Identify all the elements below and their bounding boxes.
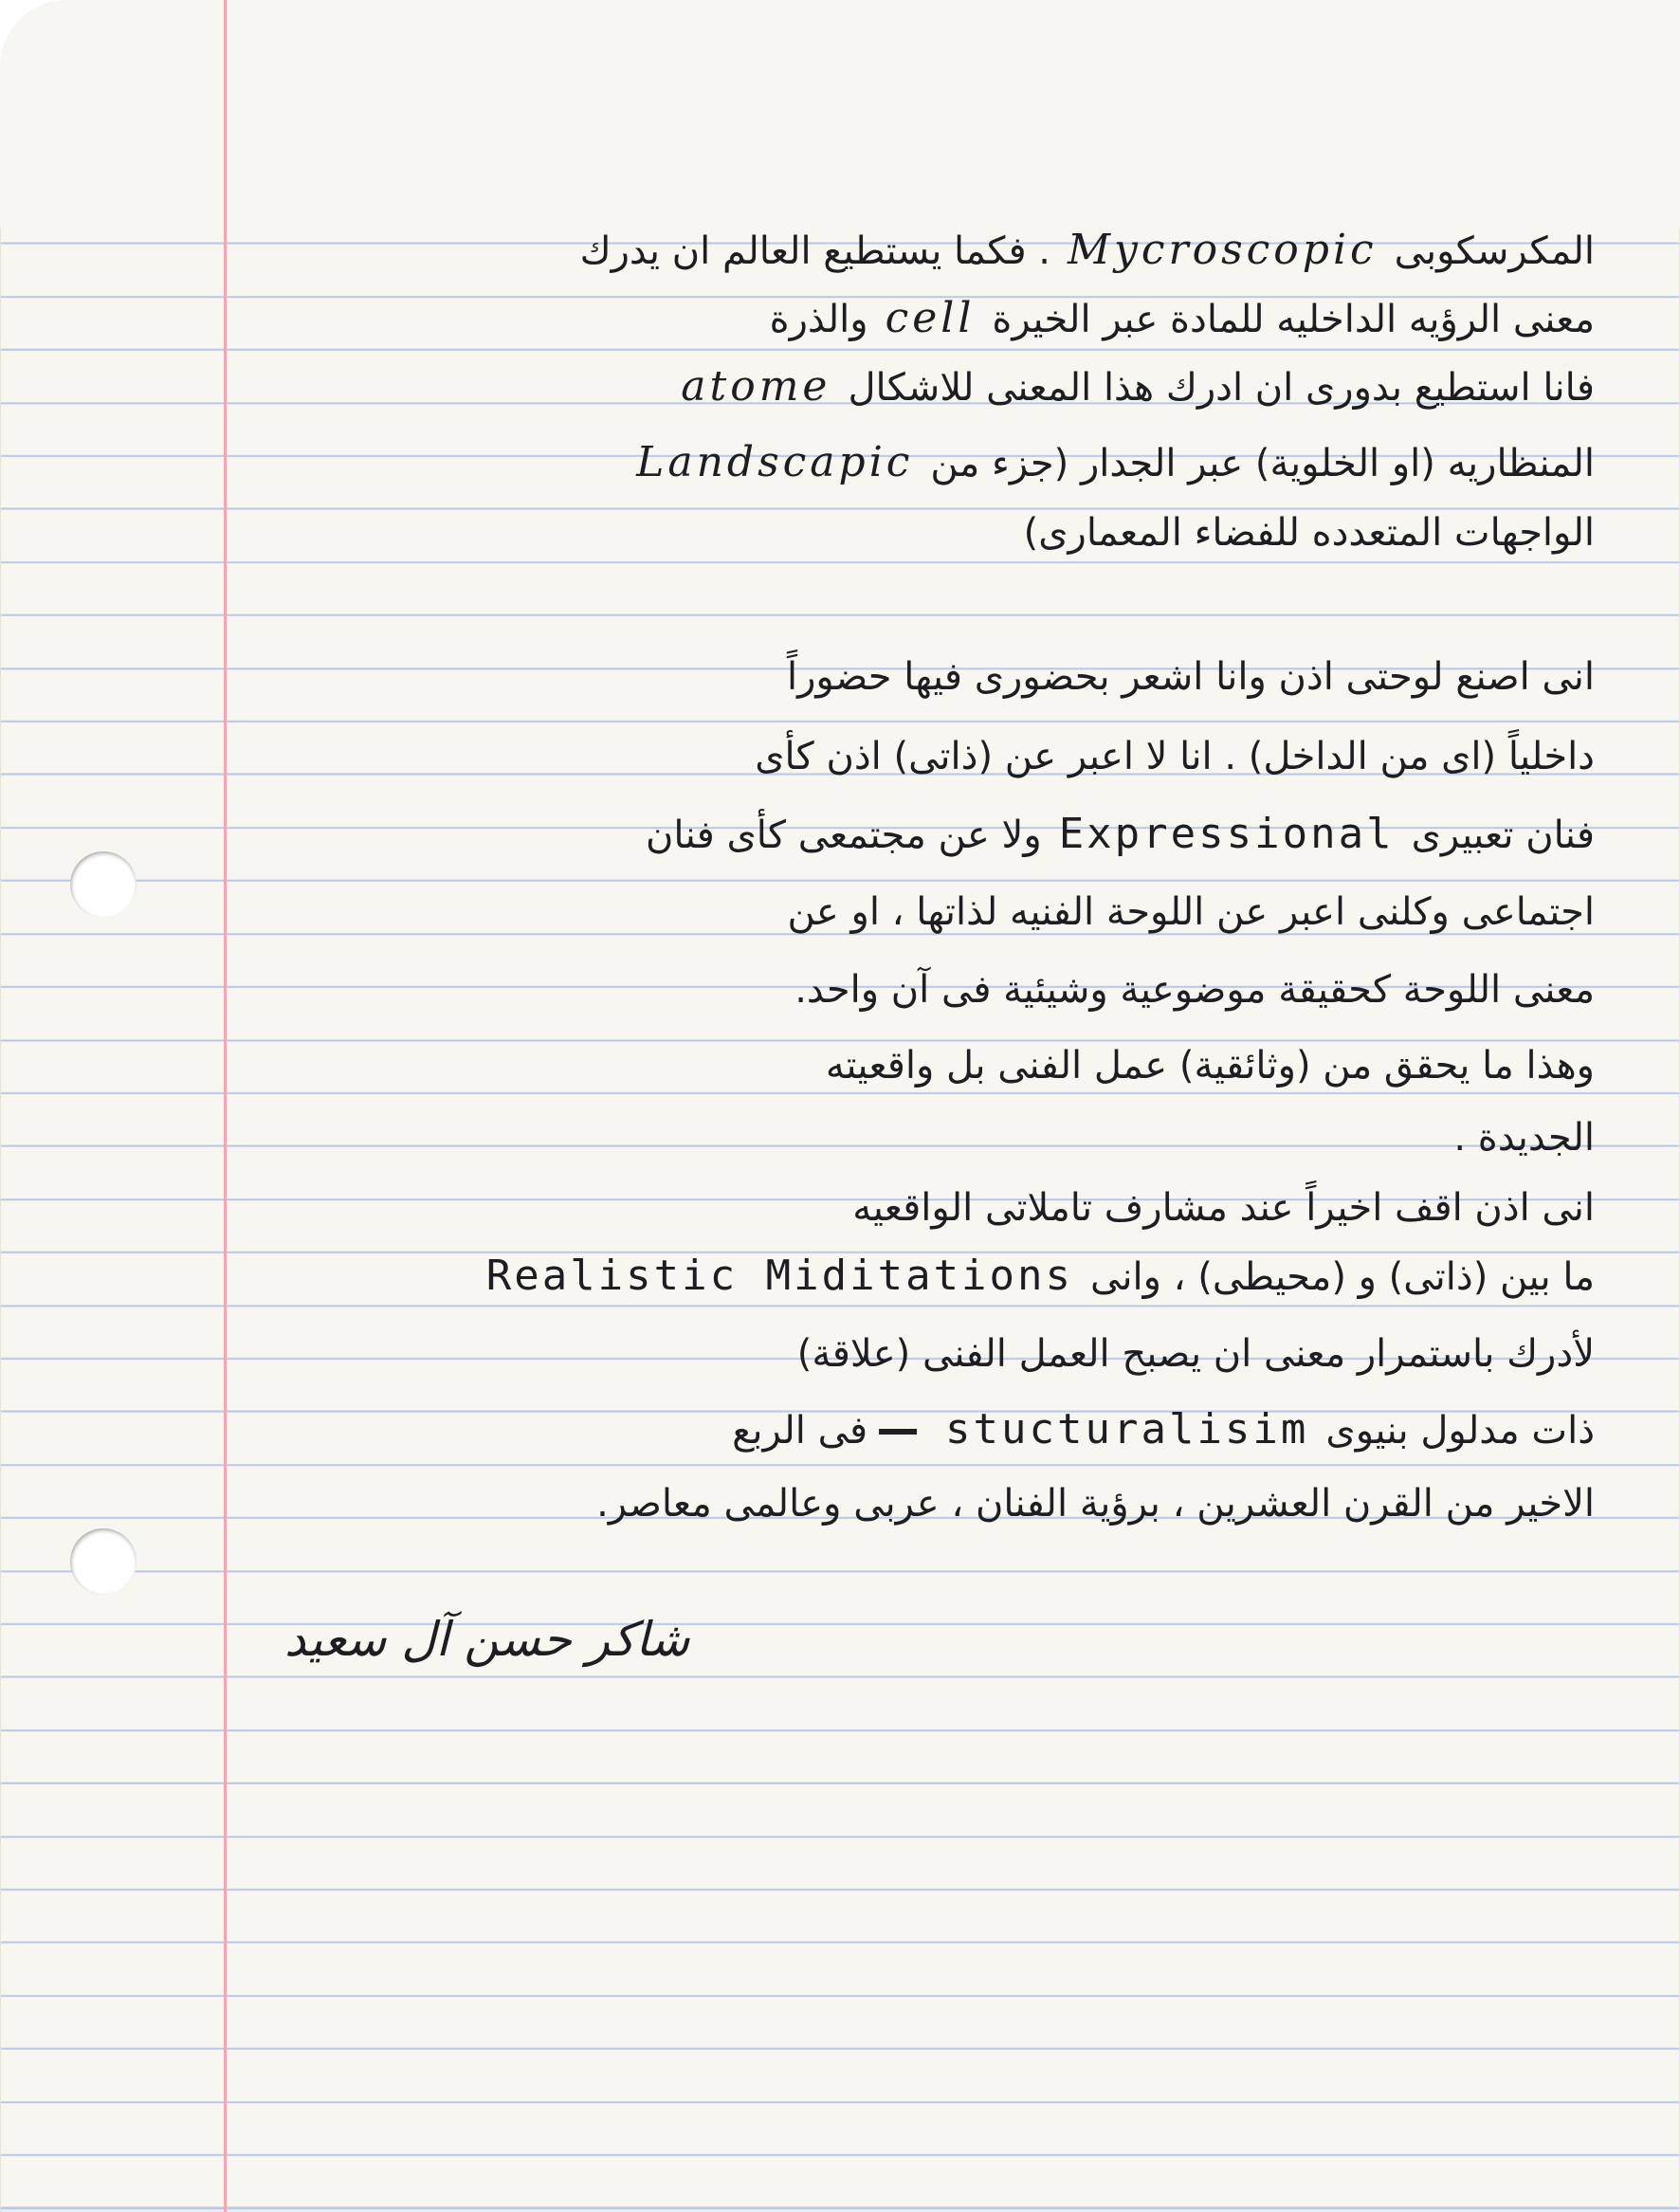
arabic-text: داخلياً (اى من الداخل) . انا لا اعبر عن (ذاتى) اذن كأى [755,735,1595,778]
margin-line [224,0,227,2212]
latin-term: stucturalisim [945,1405,1309,1453]
arabic-text: الاخير من القرن العشرين ، برؤية الفنان ، عربى وعالمى معاصر. [596,1482,1595,1526]
arabic-text: ولا عن مجتمعى كأى فنان [646,814,1042,857]
arabic-text: انى اصنع لوحتى اذن وانا اشعر بحضورى فيها حضوراً [786,655,1595,699]
latin-term: Landscapic [636,438,914,486]
arabic-text: معنى الرؤيه الداخليه للمادة عبر الخيرة [992,298,1595,341]
page-header-area [0,0,1680,228]
signature: شاكر حسن آل سعيد [284,1612,690,1667]
text-line [852,1181,1595,1234]
arabic-text: المنظاريه (او الخلوية) عبر الجدار (جزء من [930,442,1595,485]
text-line [469,1250,1595,1304]
arabic-text: اجتماعى وكلنى اعبر عن اللوحة الفنيه لذاتها ، او عن [787,890,1595,934]
arabic-text: الواجهات المتعدده للفضاء المعمارى) [1023,511,1595,555]
arabic-text: فانا استطيع بدورى ان ادرك هذا المعنى للاشكال [848,366,1595,410]
punch-hole [70,851,137,918]
arabic-text: معنى اللوحة كحقيقة موضوعية وشيئية فى آن واحد. [794,968,1595,1012]
arabic-text: فنان تعبيرى [1411,814,1595,857]
text-line [732,1403,1595,1457]
latin-term: Expressional [1058,810,1395,858]
text-line [1024,506,1595,559]
arabic-text: انى اذن اقف اخيراً عند مشارف تاملاتى الواقعيه [852,1186,1595,1230]
latin-term: Mycroscopic [1068,226,1378,274]
arabic-text: ما بين (ذاتى) و (محيطى) ، وانى [1090,1255,1595,1299]
arabic-text: فى الربع [732,1409,868,1453]
arabic-text: المكرسكوبى [1394,229,1595,273]
arabic-text: الجديدة . [1453,1116,1595,1160]
latin-term: cell [885,294,976,342]
arabic-text: ذات مدلول بنيوى [1325,1409,1595,1453]
arabic-text: . فكما يستطيع العالم ان يدرك [579,229,1050,273]
text-line [619,436,1595,490]
text-line [787,886,1595,939]
text-line [797,1327,1595,1380]
text-line [794,963,1595,1016]
punch-hole [70,1528,137,1595]
text-line [580,224,1595,278]
text-line [770,292,1595,346]
arabic-text: لأدرك باستمرار معنى ان يصبح العمل الفنى (علاقة) [796,1332,1595,1376]
text-line [1453,1111,1595,1164]
text-line [755,730,1595,783]
latin-term: Realistic Miditations [485,1252,1074,1300]
text-line [664,360,1595,414]
arabic-text: والذرة [769,298,868,341]
arabic-text: وهذا ما يحقق من (وثائقية) عمل الفنى بل واقعيته [825,1044,1595,1088]
text-line [826,1039,1595,1092]
struck-out-word [867,1409,928,1453]
text-line [646,808,1595,862]
latin-term: atome [681,362,831,411]
text-line [787,650,1595,704]
text-line [596,1477,1595,1530]
